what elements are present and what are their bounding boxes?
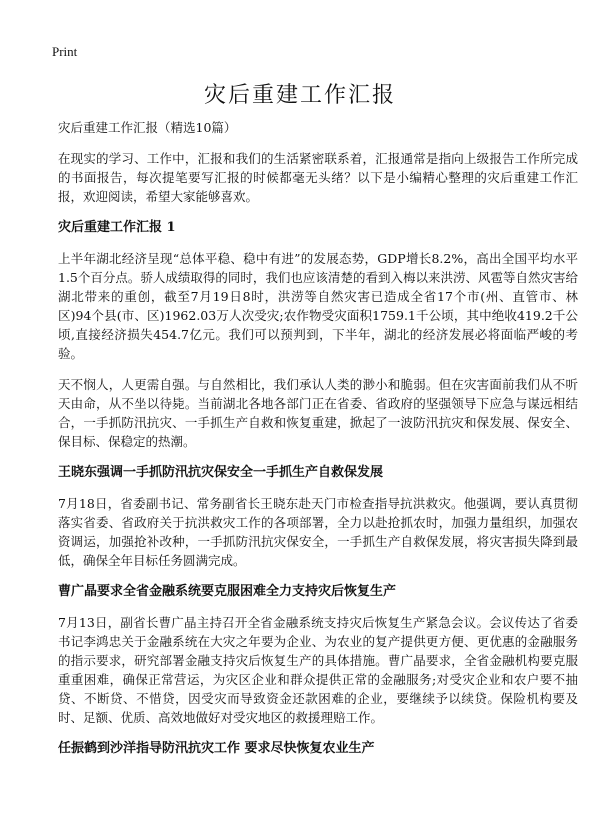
news-heading-wang: 王晓东强调一手抓防汛抗灾保安全一手抓生产自救保发展: [58, 465, 384, 480]
news-heading-ren: 任振鹤到沙洋指导防汛抗灾工作 要求尽快恢复农业生产: [58, 741, 375, 756]
news-paragraph-wang: 7月18日，省委副书记、常务副省长王晓东赴天门市检查指导抗洪救灾。他强调，要认真贯彻落实省委、省政府关于抗洪救灾工作的各项部署，全力以赴抢抓农时，加强力量组织，加强农资调运，加强抢补改种，一手抓防汛抗灾保安全，一手抓生产自救保发展，将灾害损失降到最低，确保全年目标任务圆满完成。: [58, 496, 578, 568]
print-label[interactable]: Print: [52, 44, 78, 59]
section-heading-1: 灾后重建工作汇报 1: [58, 220, 176, 235]
document-subtitle: 灾后重建工作汇报（精选10篇）: [58, 120, 237, 135]
section1-paragraph-1: 上半年湖北经济呈现“总体平稳、稳中有进”的发展态势，GDP增长8.2%，高出全国平均水平1.5个百分点。骄人成绩取得的同时，我们也应该清楚的看到入梅以来洪涝、风雹等自然灾害给湖北带来的重创，截至7月19日8时，洪涝等自然灾害已造成全省17个市(州、直管市、林区)94个县(市、区)1962.03万人次受灾;农作物受灾面积1759.1千公顷，其中绝收419.2千公顷,直接经济损失454.7亿元。我们可以预判到，下半年，湖北的经济发展必将面临严峻的考验。: [58, 251, 578, 361]
section1-paragraph-2: 天不悯人，人更需自强。与自然相比，我们承认人类的渺小和脆弱。但在灾害面前我们从不听天由命，从不坐以待毙。当前湖北各地各部门正在省委、省政府的坚强领导下应急与谋远相结合，一手抓防汛抗灾、一手抓生产自救和恢复重建，掀起了一波防汛抗灾和保发展、保安全、保目标、保稳定的热潮。: [58, 377, 578, 449]
page-title: 灾后重建工作汇报: [203, 83, 396, 108]
document-body: [58, 118, 578, 770]
news-paragraph-cao: 7月13日，副省长曹广晶主持召开全省金融系统支持灾后恢复生产紧急会议。会议传达了省委书记李鸿忠关于金融系统在大灾之年要为企业、为农业的复产提供更方便、更优惠的金融服务的指示要求，研究部署金融支持灾后恢复生产的具体措施。曹广晶要求，全省金融机构要克服重重困难，确保正常营运，为灾区企业和群众提供正常的金融服务;对受灾企业和农户要不抽贷、不断贷、不惜贷，因受灾而导致资金还款困难的企业，要继续予以续贷。保险机构要及时、足额、优质、高效地做好对受灾地区的救援理赔工作。: [58, 615, 578, 725]
intro-paragraph: 在现实的学习、工作中，汇报和我们的生活紧密联系着，汇报通常是指向上级报告工作所完成的书面报告，每次提笔要写汇报的时候都毫无头绪？以下是小编精心整理的灾后重建工作汇报，欢迎阅读，希望大家能够喜欢。: [58, 151, 578, 204]
news-heading-cao: 曹广晶要求全省金融系统要克服困难全力支持灾后恢复生产: [58, 584, 397, 599]
